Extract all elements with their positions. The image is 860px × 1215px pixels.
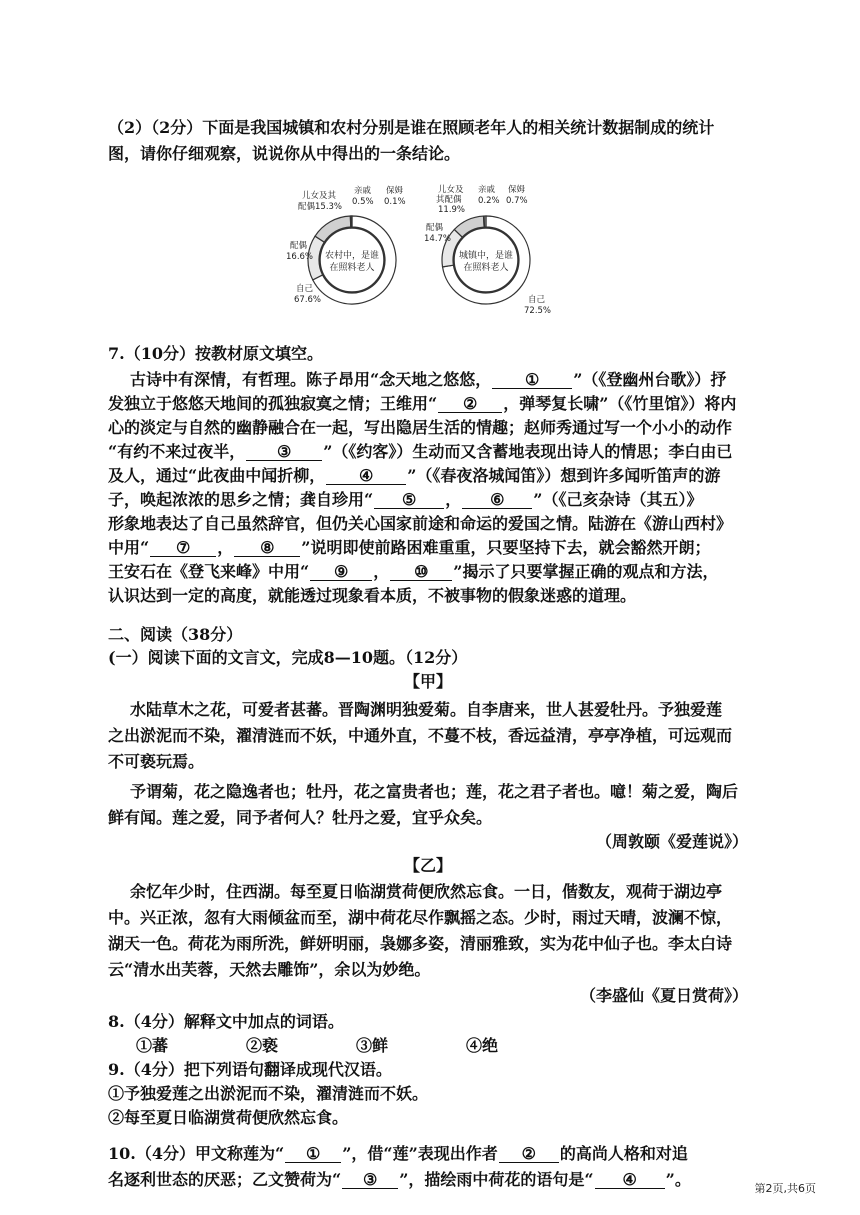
rural-child-label2: 配偶15.3% [298,202,343,212]
rural-rel-pct: 0.5% [352,197,374,207]
page-number: 第2页,共6页 [754,1182,816,1195]
q7-blank-5[interactable]: ⑤ [374,492,444,509]
q8-items [108,1036,776,1056]
q7-blank-1[interactable]: ① [492,372,572,389]
rural-child-label1: 儿女及其 [302,191,337,201]
rural-rel-label: 亲戚 [354,186,372,196]
rural-spouse-label: 配偶 [290,241,308,251]
urban-pie-chart [424,178,574,324]
jia-line1: 水陆草木之花，可爱者甚蕃。晋陶渊明独爱菊。自李唐来，世人甚爱牡丹。予独爱莲 [130,700,723,719]
urban-nanny-pct: 0.7% [506,196,528,206]
jia-line3: 不可亵玩焉。 [108,752,205,771]
text-jia-heading: 【甲】 [403,672,452,691]
reading-section-title: 二、阅读（38分） [108,625,243,644]
q8-item-3: ③鲜 [356,1036,389,1055]
jia-line5: 鲜有闻。莲之爱，同予者何人？牡丹之爱，宜乎众矣。 [108,808,493,827]
q7-blank-10[interactable]: ⑩ [390,564,452,581]
rural-pie-chart [274,178,424,324]
yi-line4: 云“清水出芙蓉，天然去雕饰”，余以为妙绝。 [108,960,431,979]
yi-line1: 余忆年少时，住西湖。每至夏日临湖赏荷便欣然忘食。一日，偕数友，观荷于湖边亭 [130,882,723,901]
jia-line2: 之出淤泥而不染，濯清涟而不妖，中通外直，不蔓不枝，香远益清，亭亭净植，可远观而 [108,726,733,745]
q7-title: 7.（10分）按教材原文填空。 [108,344,323,363]
q8-item-4: ④绝 [466,1036,499,1055]
q9-sentence-1: ①予独爱莲之出淤泥而不染，濯清涟而不妖。 [108,1084,429,1103]
urban-rel-label: 亲戚 [478,185,496,195]
urban-center-line1: 城镇中，是谁 [458,251,514,261]
rural-spouse-pct: 16.6% [286,252,314,262]
q8-item-2: ②亵 [246,1036,279,1055]
yi-line3: 湖天一色。荷花为雨所洗，鲜妍明丽，袅娜多姿，清丽雅致，实为花中仙子也。李太白诗 [108,934,733,953]
q7-line7: 形象地表达了自己虽然辞官，但仍关心国家前途和命运的爱国之情。陆游在《游山西村》 [108,514,733,533]
q7-blank-8[interactable]: ⑧ [234,540,300,557]
q10-blank-2[interactable]: ② [499,1146,559,1163]
q7-line9: 王安石在《登飞来峰》中用“ ⑨ ， ⑩ ”揭示了只要掌握正确的观点和方法， [108,562,719,581]
text-yi-heading: 【乙】 [403,856,452,875]
urban-spouse-pct: 14.7% [424,234,452,244]
rural-nanny-pct: 0.1% [384,197,406,207]
q7-line2: 发独立于悠悠天地间的孤独寂寞之情；王维用“ ② ，弹琴复长啸”（《竹里馆》）将内 [108,394,737,413]
q7-line3: 心的淡定与自然的幽静融合在一起，写出隐居生活的情趣；赵师秀通过写一个小小的动作 [108,418,733,437]
urban-self-pct: 72.5% [524,306,552,316]
q8-title: 8.（4分）解释文中加点的词语。 [108,1012,344,1031]
urban-rel-pct: 0.2% [478,196,500,206]
urban-spouse-label: 配偶 [426,223,444,233]
q7-blank-7[interactable]: ⑦ [150,540,216,557]
q10-line2: 名逐利世态的厌恶；乙文赞荷为“ ③ ”，描绘雨中荷花的语句是“ ④ ”。 [108,1170,691,1189]
urban-self-label: 自己 [528,295,546,305]
q10-blank-4[interactable]: ④ [595,1172,665,1189]
q10-blank-1[interactable]: ① [285,1146,341,1163]
q10-line1: 10.（4分）甲文称莲为“ ① ”，借“莲”表现出作者 ② 的高尚人格和对追 [108,1144,688,1163]
yi-source: （李盛仙《夏日赏荷》） [579,986,748,1005]
q9-title: 9.（4分）把下列语句翻译成现代汉语。 [108,1060,392,1079]
q7-line4: “有约不来过夜半， ③ ”（《约客》）生动而又含蓄地表现出诗人的情思；李白由已 [108,442,733,461]
q8-item-1: ①蕃 [136,1036,169,1055]
jia-source: （周敦颐《爱莲说》） [595,832,748,851]
urban-nanny-label: 保姆 [508,185,526,195]
urban-center-line2: 在照料老人 [463,263,509,273]
q7-blank-3[interactable]: ③ [246,444,322,461]
rural-center-line1: 农村中，是谁 [324,251,380,261]
urban-child-label2: 其配偶 [436,195,462,205]
q7-line5: 及人，通过“此夜曲中闻折柳， ④ ”（《春夜洛城闻笛》）想到许多闻听笛声的游 [108,466,721,485]
q9-sentence-2: ②每至夏日临湖赏荷便欣然忘食。 [108,1108,349,1127]
q6-2-line1: （2）（2分）下面是我国城镇和农村分别是谁在照顾老年人的相关统计数据制成的统计 [108,118,715,137]
q7-blank-9[interactable]: ⑨ [310,564,372,581]
urban-child-label1: 儿女及 [438,185,464,195]
jia-line4: 予谓菊，花之隐逸者也；牡丹，花之富贵者也；莲，花之君子者也。噫！菊之爱，陶后 [130,782,739,801]
q7-blank-2[interactable]: ② [438,396,502,413]
reading-subsection-title: (一）阅读下面的文言文，完成8—10题。（12分） [108,648,468,667]
rural-nanny-label: 保姆 [386,186,404,196]
urban-slice-5 [484,216,486,227]
urban-child-label3: 11.9% [438,205,466,215]
pie-charts [274,178,574,324]
yi-line2: 中。兴正浓，忽有大雨倾盆而至，湖中荷花尽作飘摇之态。少时，雨过天晴，波澜不惊， [108,908,733,927]
q7-line6: 子，唤起浓浓的思乡之情；龚自珍用“ ⑤ ， ⑥ ”（《己亥杂诗（其五）》 [108,490,703,509]
q7-line1: 古诗中有深情，有哲理。陈子昂用“念天地之悠悠， ① ”（《登幽州台歌》）抒 [130,370,727,389]
q7-blank-6[interactable]: ⑥ [462,492,532,509]
q10-blank-3[interactable]: ③ [342,1172,398,1189]
rural-self-pct: 67.6% [294,295,322,305]
q7-line10: 认识达到一定的高度，就能透过现象看本质，不被事物的假象迷惑的道理。 [108,586,637,605]
rural-self-label: 自己 [296,284,314,294]
rural-center-line2: 在照料老人 [329,263,375,273]
q7-blank-4[interactable]: ④ [326,468,406,485]
q7-line8: 中用“ ⑦ ， ⑧ ”说明即使前路困难重重，只要坚持下去，就会豁然开朗； [108,538,711,557]
q6-2-line2: 图，请你仔细观察，说说你从中得出的一条结论。 [108,144,461,163]
